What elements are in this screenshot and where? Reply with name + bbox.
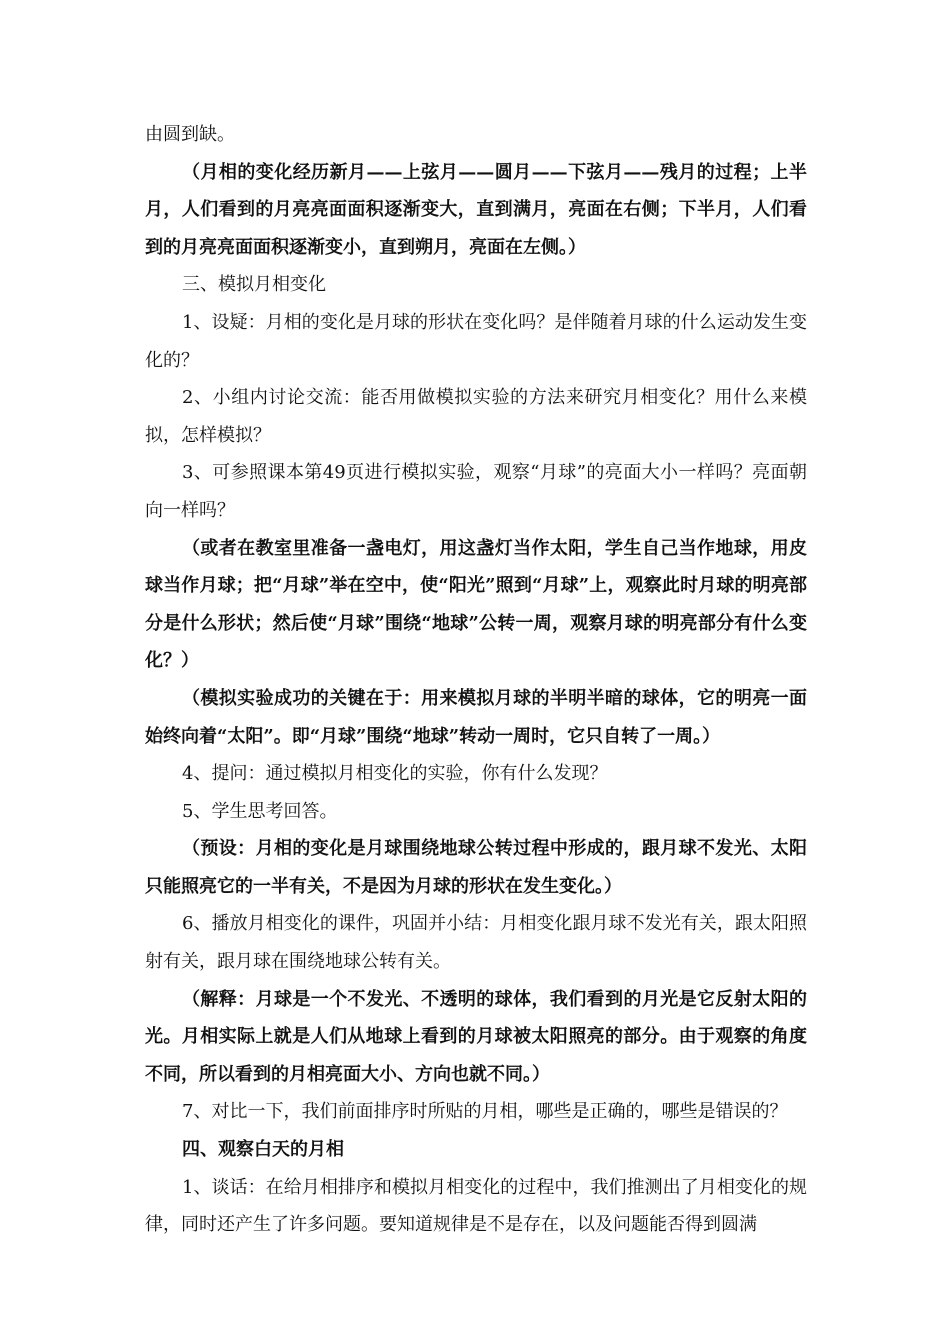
paragraph-lamp-note: （或者在教室里准备一盏电灯，用这盏灯当作太阳，学生自己当作地球，用皮球当作月球；把“月球”举在空中，使“阳光”照到“月球”上，观察此时月球的明亮部分是什么形状；然后使“月球”围绕“地球”公转一周，观察月球的明亮部分有什么变化？） [145,537,807,672]
section-heading-observe: 四、观察白天的月相 [182,1139,344,1161]
paragraph-key-note: （模拟实验成功的关键在于：用来模拟月球的半明半暗的球体，它的明亮一面始终向着“太阳”。即“月球”围绕“地球”转动一周时，它只自转了一周。） [145,687,807,747]
paragraph-preset-note: （预设：月相的变化是月球围绕地球公转过程中形成的，跟月球不发光、太阳只能照亮它的一半有关，不是因为月球的形状在发生变化。） [145,838,807,897]
document-page [145,116,807,1244]
paragraph-continuation: 由圆到缺。 [145,124,235,145]
paragraph-explanation-note: （解释：月球是一个不发光、不透明的球体，我们看到的月光是它反射太阳的光。月相实际上就是人们从地球上看到的月球被太阳照亮的部分。由于观察的角度不同，所以看到的月相亮面大小、方向也就不同。） [145,988,807,1085]
paragraph-talk: 1、谈话：在给月相排序和模拟月相变化的过程中，我们推测出了月相变化的规律，同时还产生了许多问题。要知道规律是不是存在，以及问题能否得到圆满 [145,1176,807,1236]
paragraph-item-6: 6、播放月相变化的课件，巩固并小结：月相变化跟月球不发光有关，跟太阳照射有关，跟月球在围绕地球公转有关。 [145,913,807,973]
paragraph-item-3: 3、可参照课本第49页进行模拟实验，观察“月球”的亮面大小一样吗？亮面朝向一样吗？ [145,462,807,521]
paragraph-item-4: 4、提问：通过模拟月相变化的实验，你有什么发现？ [182,763,608,785]
paragraph-item-1: 1、设疑：月相的变化是月球的形状在变化吗？是伴随着月球的什么运动发生变化的？ [145,311,807,371]
paragraph-moon-phase-note: （月相的变化经历新月——上弦月——圆月——下弦月——残月的过程；上半月，人们看到的月亮亮面面积逐渐变大，直到满月，亮面在右侧；下半月，人们看到的月亮亮面面积逐渐变小，直到朔月，亮面在左侧。） [145,161,807,258]
paragraph-item-2: 2、小组内讨论交流：能否用做模拟实验的方法来研究月相变化？用什么来模拟，怎样模拟？ [145,387,807,446]
section-heading-simulate: 三、模拟月相变化 [182,274,326,296]
paragraph-item-5: 5、学生思考回答。 [182,800,338,822]
paragraph-item-7: 7、对比一下，我们前面排序时所贴的月相，哪些是正确的，哪些是错误的？ [182,1101,788,1123]
